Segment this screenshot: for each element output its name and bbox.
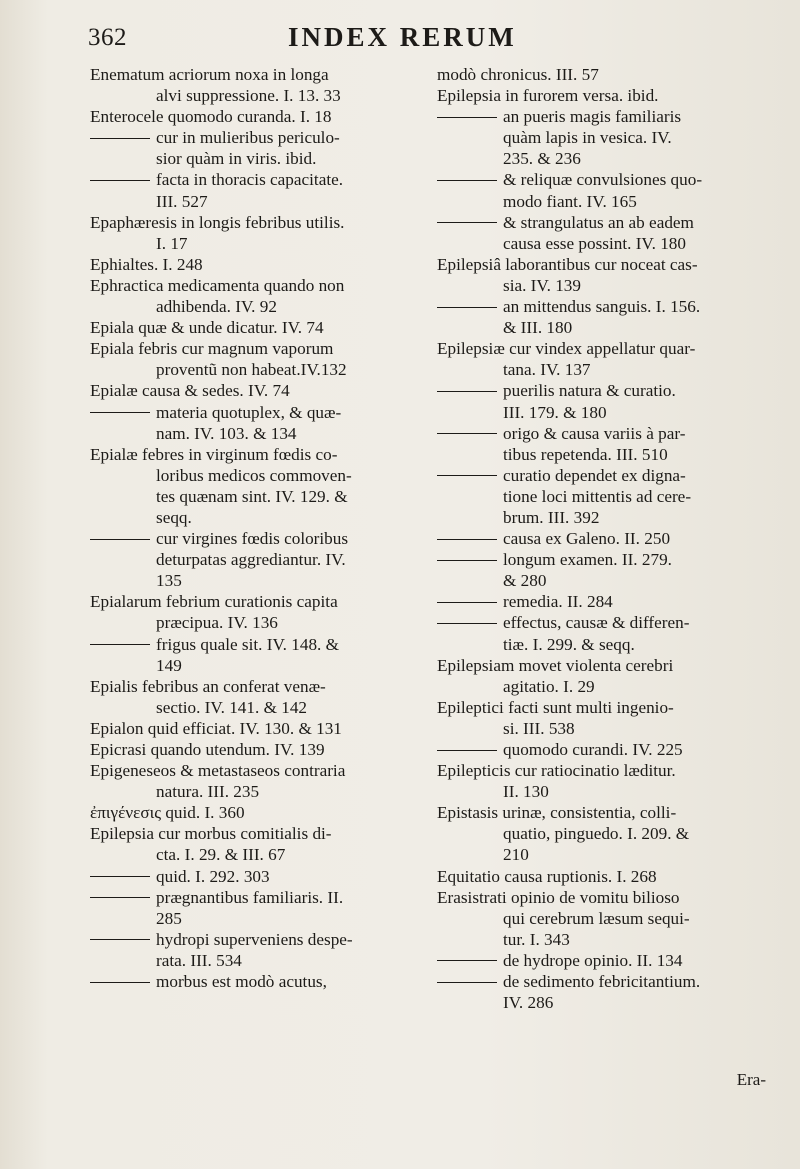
index-entry-line <box>90 423 418 444</box>
entry-text: materia quotuplex, & quæ- <box>156 402 342 422</box>
repeat-rule <box>437 750 497 751</box>
entry-text: 210 <box>503 845 529 865</box>
entry-text: puerilis natura & curatio. <box>503 381 676 401</box>
index-entry <box>437 296 767 338</box>
index-entry-line <box>90 275 418 296</box>
entry-text: curatio dependet ex digna- <box>503 465 686 485</box>
entry-text: brum. III. 392 <box>503 507 600 527</box>
index-entry-line <box>90 929 418 950</box>
entry-text: Epialæ causa & sedes. IV. 74 <box>90 381 290 401</box>
index-entry <box>90 760 418 802</box>
entry-text: tiæ. I. 299. & seqq. <box>503 634 635 654</box>
index-entry-line <box>437 950 767 971</box>
entry-text: quàm lapis in vesica. IV. <box>503 128 672 148</box>
index-entry <box>437 887 767 950</box>
index-entry-line <box>437 528 767 549</box>
index-entry-line <box>90 191 418 212</box>
index-entry <box>90 402 418 444</box>
index-entry <box>90 823 418 865</box>
index-entry-line <box>437 844 767 865</box>
index-entry-line <box>437 802 767 823</box>
index-entry-line <box>437 127 767 148</box>
entry-text: cta. I. 29. & III. 67 <box>156 845 286 865</box>
index-column-left <box>90 64 418 992</box>
index-entry-line <box>90 634 418 655</box>
entry-text: III. 527 <box>156 191 208 211</box>
index-entry-line <box>90 887 418 908</box>
index-entry-line <box>437 106 767 127</box>
repeat-rule <box>437 180 497 181</box>
index-entry <box>90 634 418 676</box>
index-entry-line <box>90 296 418 317</box>
entry-text: Equitatio causa ruptionis. I. 268 <box>437 866 657 886</box>
index-entry-line <box>437 233 767 254</box>
index-entry <box>437 528 767 549</box>
repeat-rule <box>437 560 497 561</box>
entry-text: Epilepsia cur morbus comitialis di- <box>90 824 332 844</box>
index-entry <box>90 338 418 380</box>
repeat-rule <box>90 412 150 413</box>
index-entry-line <box>437 212 767 233</box>
index-entry <box>437 802 767 865</box>
index-entry-line <box>437 317 767 338</box>
entry-text: ἐπιγένεσις quid. I. 360 <box>90 803 245 823</box>
entry-text: Epilepsia in furorem versa. ibid. <box>437 86 659 106</box>
index-entry-line <box>437 338 767 359</box>
index-entry <box>90 317 418 338</box>
index-entry-line <box>437 169 767 190</box>
entry-text: 149 <box>156 655 182 675</box>
index-entry-line <box>437 191 767 212</box>
index-entry <box>437 212 767 254</box>
index-entry-line <box>90 697 418 718</box>
index-entry <box>437 169 767 211</box>
index-entry-line <box>90 950 418 971</box>
index-entry-line <box>90 823 418 844</box>
repeat-rule <box>437 960 497 961</box>
entry-text: hydropi superveniens despe- <box>156 929 353 949</box>
index-entry-line <box>90 465 418 486</box>
index-entry <box>437 338 767 380</box>
entry-text: adhibenda. IV. 92 <box>156 297 277 317</box>
page-number: 362 <box>88 24 127 51</box>
index-entry <box>90 444 418 528</box>
index-entry-line <box>437 254 767 275</box>
index-entry <box>437 380 767 422</box>
page-header <box>88 22 768 58</box>
index-entry <box>437 423 767 465</box>
index-entry-line <box>437 612 767 633</box>
index-entry-line <box>437 655 767 676</box>
repeat-rule <box>90 876 150 877</box>
entry-text: natura. III. 235 <box>156 782 260 802</box>
index-entry-line <box>437 823 767 844</box>
index-entry-line <box>90 781 418 802</box>
entry-text: loribus medicos commoven- <box>156 465 352 485</box>
index-entry-line <box>437 549 767 570</box>
entry-text: III. 179. & 180 <box>503 402 607 422</box>
index-entry-line <box>90 254 418 275</box>
repeat-rule <box>437 475 497 476</box>
index-entry <box>90 212 418 254</box>
index-entry-line <box>90 655 418 676</box>
entry-text: causa ex Galeno. II. 250 <box>503 529 671 549</box>
index-entry <box>90 275 418 317</box>
index-entry <box>437 950 767 971</box>
repeat-rule <box>90 982 150 983</box>
index-entry <box>90 866 418 887</box>
index-entry-line <box>437 992 767 1013</box>
entry-text: si. III. 538 <box>503 718 575 738</box>
index-entry-line <box>90 359 418 380</box>
repeat-rule <box>90 897 150 898</box>
index-entry-line <box>90 760 418 781</box>
index-entry-line <box>437 507 767 528</box>
index-entry <box>437 254 767 296</box>
index-entry <box>90 380 418 401</box>
entry-text: facta in thoracis capacitate. <box>156 170 344 190</box>
running-title: INDEX RERUM <box>288 22 517 52</box>
entry-text: & III. 180 <box>503 318 573 338</box>
index-entry <box>90 802 418 823</box>
index-entry-line <box>90 380 418 401</box>
index-entry-line <box>437 866 767 887</box>
index-entry <box>90 929 418 971</box>
index-entry <box>437 591 767 612</box>
entry-text: Epialis febribus an conferat venæ- <box>90 676 326 696</box>
index-entry-line <box>90 528 418 549</box>
entry-text: Epilepsiæ cur vindex appellatur quar- <box>437 339 696 359</box>
entry-text: Epiala quæ & unde dicatur. IV. 74 <box>90 318 324 338</box>
index-entry <box>437 465 767 528</box>
entry-text: cur in mulieribus periculo- <box>156 128 340 148</box>
index-entry-line <box>90 549 418 570</box>
entry-text: Enematum acriorum noxa in longa <box>90 65 329 84</box>
index-entry <box>437 655 767 697</box>
index-entry-line <box>437 148 767 169</box>
entry-text: Epilepsiam movet violenta cerebri <box>437 655 674 675</box>
index-entry-line <box>437 718 767 739</box>
index-entry-line <box>437 380 767 401</box>
index-entry-line <box>90 591 418 612</box>
entry-text: & 280 <box>503 571 547 591</box>
entry-text: nam. IV. 103. & 134 <box>156 423 297 443</box>
index-entry-line <box>90 718 418 739</box>
index-entry-line <box>437 591 767 612</box>
entry-text: proventũ non habeat.IV.132 <box>156 360 347 380</box>
index-entry-line <box>90 866 418 887</box>
entry-text: II. 130 <box>503 782 549 802</box>
index-entry-line <box>90 570 418 591</box>
index-entry <box>437 760 767 802</box>
entry-text: tur. I. 343 <box>503 929 570 949</box>
index-entry <box>90 591 418 633</box>
entry-text: Enterocele quomodo curanda. I. 18 <box>90 107 332 127</box>
index-entry-line <box>437 486 767 507</box>
index-entry-line <box>437 64 767 85</box>
index-entry <box>90 718 418 739</box>
repeat-rule <box>437 307 497 308</box>
repeat-rule <box>90 939 150 940</box>
index-entry-line <box>437 760 767 781</box>
index-entry <box>90 887 418 929</box>
entry-text: Epicrasi quando utendum. IV. 139 <box>90 740 325 759</box>
index-entry-line <box>90 402 418 423</box>
index-entry-line <box>90 64 418 85</box>
index-entry-line <box>437 85 767 106</box>
entry-text: de hydrope opinio. II. 134 <box>503 950 683 970</box>
repeat-rule <box>437 117 497 118</box>
index-entry-line <box>90 169 418 190</box>
entry-text: 235. & 236 <box>503 149 581 169</box>
index-entry-line <box>437 676 767 697</box>
index-entry-line <box>90 338 418 359</box>
index-entry-line <box>437 697 767 718</box>
repeat-rule <box>437 222 497 223</box>
repeat-rule <box>90 539 150 540</box>
catchword: Era- <box>736 1070 766 1089</box>
entry-text: Epialæ febres in virginum fœdis co- <box>90 444 338 464</box>
index-entry-line <box>90 212 418 233</box>
repeat-rule <box>437 391 497 392</box>
entry-text: præcipua. IV. 136 <box>156 613 278 633</box>
repeat-rule <box>90 644 150 645</box>
entry-text: sia. IV. 139 <box>503 275 581 295</box>
entry-text: agitatio. I. 29 <box>503 676 595 696</box>
index-entry <box>437 64 767 85</box>
entry-text: deturpatas aggrediantur. IV. <box>156 550 346 570</box>
index-entry <box>437 612 767 654</box>
index-entry-line <box>437 296 767 317</box>
entry-text: Epistasis urinæ, consistentia, colli- <box>437 803 677 823</box>
entry-text: tana. IV. 137 <box>503 360 591 380</box>
entry-text: rata. III. 534 <box>156 950 242 970</box>
index-entry <box>90 971 418 992</box>
index-entry <box>437 106 767 169</box>
index-entry-line <box>90 444 418 465</box>
index-entry-line <box>90 739 418 760</box>
index-entry <box>90 739 418 760</box>
entry-text: Epigeneseos & metastaseos contraria <box>90 761 346 781</box>
entry-text: an mittendus sanguis. I. 156. <box>503 297 701 317</box>
index-entry-line <box>437 971 767 992</box>
entry-text: sectio. IV. 141. & 142 <box>156 697 308 717</box>
index-entry-line <box>90 971 418 992</box>
index-entry-line <box>437 444 767 465</box>
repeat-rule <box>437 433 497 434</box>
repeat-rule <box>437 982 497 983</box>
index-entry <box>437 866 767 887</box>
index-entry-line <box>437 908 767 929</box>
index-column-right <box>437 64 767 1013</box>
index-entry <box>90 106 418 127</box>
entry-text: qui cerebrum læsum sequi- <box>503 908 690 928</box>
index-entry <box>90 676 418 718</box>
index-entry <box>437 85 767 106</box>
repeat-rule <box>437 623 497 624</box>
index-entry <box>90 169 418 211</box>
index-entry-line <box>437 887 767 908</box>
entry-text: tibus repetenda. III. 510 <box>503 444 668 464</box>
entry-text: tes quænam sint. IV. 129. & <box>156 486 348 506</box>
entry-text: Ephialtes. I. 248 <box>90 254 203 274</box>
entry-text: Epaphæresis in longis febribus utilis. <box>90 212 345 232</box>
index-entry-line <box>437 465 767 486</box>
index-entry <box>90 528 418 591</box>
index-entry-line <box>90 844 418 865</box>
index-entry-line <box>90 676 418 697</box>
index-entry-line <box>437 634 767 655</box>
index-entry <box>437 697 767 739</box>
index-entry-line <box>90 612 418 633</box>
index-entry-line <box>90 802 418 823</box>
index-entry-line <box>90 233 418 254</box>
entry-text: prægnantibus familiaris. II. <box>156 887 344 907</box>
index-entry-line <box>90 507 418 528</box>
entry-text: remedia. II. 284 <box>503 592 613 612</box>
entry-text: quatio, pinguedo. I. 209. & <box>503 824 690 844</box>
entry-text: & reliquæ convulsiones quo- <box>503 170 703 190</box>
index-entry-line <box>90 148 418 169</box>
index-entry-line <box>437 781 767 802</box>
index-entry-line <box>90 106 418 127</box>
entry-text: tione loci mittentis ad cere- <box>503 486 692 506</box>
entry-text: causa esse possint. IV. 180 <box>503 233 686 253</box>
index-entry <box>90 254 418 275</box>
index-entry-line <box>90 127 418 148</box>
index-entry <box>437 739 767 760</box>
entry-text: sior quàm in viris. ibid. <box>156 149 317 169</box>
entry-text: & strangulatus an ab eadem <box>503 212 694 232</box>
entry-text: Ephractica medicamenta quando non <box>90 275 345 295</box>
repeat-rule <box>90 138 150 139</box>
entry-text: Epiala febris cur magnum vaporum <box>90 339 334 359</box>
entry-text: frigus quale sit. IV. 148. & <box>156 634 340 654</box>
entry-text: an pueris magis familiaris <box>503 107 682 127</box>
entry-text: morbus est modò acutus, <box>156 972 327 992</box>
entry-text: de sedimento febricitantium. <box>503 972 701 992</box>
repeat-rule <box>90 180 150 181</box>
entry-text: Epialon quid efficiat. IV. 130. & 131 <box>90 718 342 738</box>
entry-text: Erasistrati opinio de vomitu bilioso <box>437 887 680 907</box>
entry-text: Epilepsiâ laborantibus cur noceat cas- <box>437 254 698 274</box>
index-entry <box>90 64 418 106</box>
index-entry-line <box>437 570 767 591</box>
index-entry-line <box>90 908 418 929</box>
index-entry-line <box>90 85 418 106</box>
index-entry <box>90 127 418 169</box>
entry-text: I. 17 <box>156 233 188 253</box>
entry-text: modò chronicus. III. 57 <box>437 65 599 84</box>
entry-text: 135 <box>156 571 182 591</box>
entry-text: cur virgines fœdis coloribus <box>156 529 349 549</box>
entry-text: origo & causa variis à par- <box>503 423 686 443</box>
entry-text: alvi suppressione. I. 13. 33 <box>156 86 341 106</box>
index-entry-line <box>90 486 418 507</box>
index-entry-line <box>437 929 767 950</box>
entry-text: effectus, causæ & differen- <box>503 613 690 633</box>
repeat-rule <box>437 539 497 540</box>
index-entry-line <box>437 275 767 296</box>
index-entry-line <box>437 359 767 380</box>
entry-text: quid. I. 292. 303 <box>156 866 270 886</box>
entry-text: longum examen. II. 279. <box>503 550 672 570</box>
entry-text: quomodo curandi. IV. 225 <box>503 740 683 759</box>
entry-text: Epileptici facti sunt multi ingenio- <box>437 697 674 717</box>
entry-text: Epialarum febrium curationis capita <box>90 592 338 612</box>
index-entry <box>437 549 767 591</box>
entry-text: 285 <box>156 908 182 928</box>
index-entry-line <box>437 423 767 444</box>
entry-text: IV. 286 <box>503 993 554 1013</box>
index-entry-line <box>437 402 767 423</box>
entry-text: seqq. <box>156 507 192 527</box>
entry-text: modo fiant. IV. 165 <box>503 191 637 211</box>
index-entry <box>437 971 767 1013</box>
index-entry-line <box>437 739 767 760</box>
repeat-rule <box>437 602 497 603</box>
entry-text: Epilepticis cur ratiocinatio læditur. <box>437 761 676 781</box>
index-entry-line <box>90 317 418 338</box>
